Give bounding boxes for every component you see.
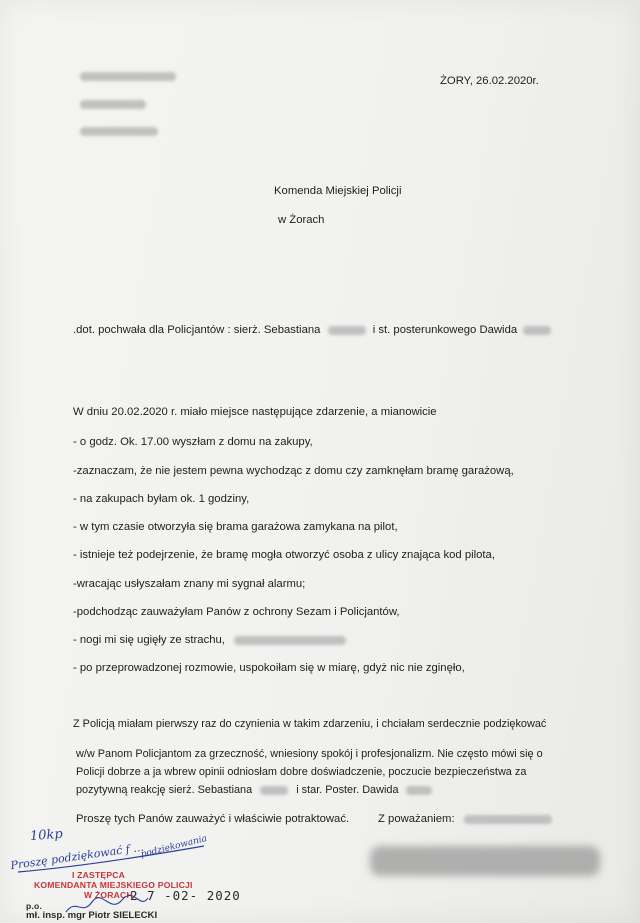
- stamp-line-2: KOMENDANTA MIEJSKIEGO POLICJI: [34, 880, 193, 890]
- stamp-line-3: W ŻORACH: [84, 890, 133, 900]
- list-item: - po przeprowadzonej rozmowie, uspokoiłam się w miarę, gdyż nic nie zginęło,: [73, 662, 465, 674]
- place-date: ŻORY, 26.02.2020r.: [440, 75, 539, 87]
- redacted-surname: [406, 786, 432, 795]
- redacted-surname: [260, 786, 288, 795]
- list-item: - o godz. Ok. 17.00 wyszłam z domu na zakupy,: [73, 436, 313, 448]
- stamp-po: p.o.: [26, 901, 43, 911]
- list-item: - na zakupach byłam ok. 1 godziny,: [73, 493, 250, 505]
- list-item: - istnieje też podejrzenie, że bramę mogła otworzyć osoba z ulicy znająca kod pilota,: [73, 549, 495, 561]
- subject-part-a: .dot. pochwała dla Policjantów : sierż. Sebastiana: [73, 324, 321, 336]
- paragraph-last-a: pozytywną reakcję sierż. Sebastiana: [76, 784, 253, 796]
- official-signature: [62, 892, 152, 918]
- intro-line: W dniu 20.02.2020 r. miało miejsce następujące zdarzenie, a mianowicie: [73, 406, 437, 418]
- redacted-signer-name: [464, 815, 552, 824]
- handwritten-note-2: podziękowania: [139, 833, 209, 861]
- paragraph-last-b: i star. Poster. Dawida: [296, 784, 399, 796]
- list-item: [73, 633, 346, 647]
- redacted-sender-city: [80, 127, 158, 136]
- handwritten-code: 10kp: [29, 826, 64, 845]
- recipient-line-2: w Żorach: [278, 214, 325, 226]
- stamp-date: 2 7 -02- 2020: [130, 888, 241, 903]
- list-item: - w tym czasie otworzyła się brama garażowa zamykana na pilot,: [73, 521, 398, 533]
- subject-line: [73, 323, 551, 337]
- paragraph-line: w/w Panom Policjantom za grzeczność, wniesiony spokój i profesjonalizm. Nie często mówi się o: [76, 748, 543, 760]
- redacted-sender-street: [80, 100, 146, 109]
- handwritten-note: Proszę podziękować f ...: [9, 840, 145, 873]
- closing-regards-text: Z poważaniem:: [378, 813, 455, 825]
- paragraph-line: Policji dobrze a ja wbrew opinii odniosłam dobre doświadczenie, poczucie bezpieczeństwa za: [76, 766, 527, 778]
- paragraph-line: Z Policją miałam pierwszy raz do czynienia w takim zdarzeniu, i chciałam serdecznie podziękować: [73, 718, 547, 730]
- subject-part-b: i st. posterunkowego Dawida: [372, 324, 518, 336]
- list-item: -wracając usłyszałam znany mi sygnał alarmu;: [73, 578, 306, 590]
- list-item-text: - nogi mi się ugięły ze strachu,: [73, 634, 225, 646]
- list-item: -zaznaczam, że nie jestem pewna wychodząc z domu czy zamknęłam bramę garażową,: [73, 465, 514, 477]
- redacted-signature: [370, 846, 600, 876]
- redacted-text: [234, 636, 346, 645]
- closing-request: Proszę tych Panów zauważyć i właściwie potraktować.: [76, 813, 350, 825]
- redacted-surname: [328, 326, 366, 335]
- closing-regards: [378, 812, 552, 826]
- redacted-sender-name: [80, 72, 176, 81]
- list-item: -podchodząc zauważyłam Panów z ochrony Sezam i Policjantów,: [73, 606, 400, 618]
- redacted-surname: [523, 326, 551, 335]
- stamp-officer-name: mł. insp. mgr Piotr SIELECKI: [26, 910, 158, 921]
- paragraph-line: [76, 783, 432, 797]
- recipient-line-1: Komenda Miejskiej Policji: [274, 185, 402, 197]
- stamp-line-1: I ZASTĘPCA: [72, 870, 126, 880]
